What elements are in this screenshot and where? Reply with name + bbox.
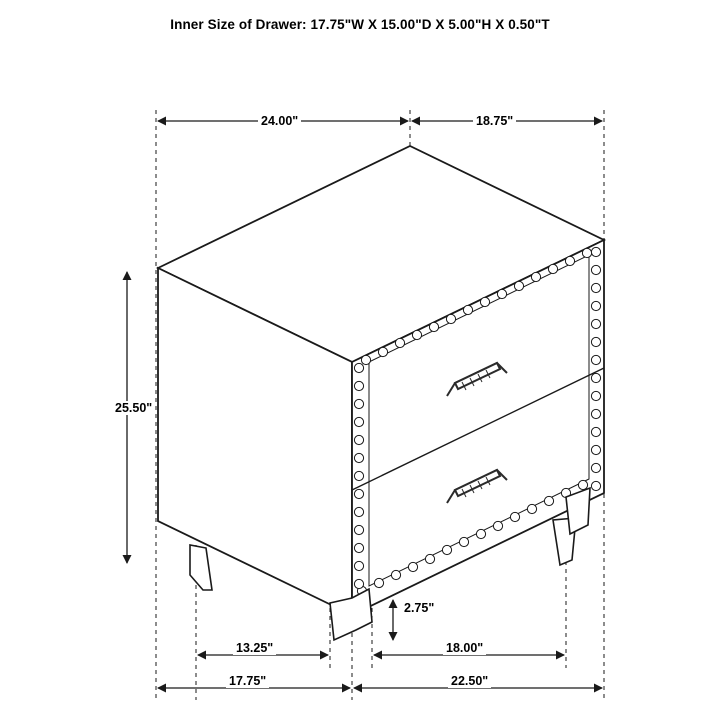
nightstand-illustration	[158, 146, 604, 640]
dimension-label-top-left: 24.00"	[258, 114, 301, 128]
dimension-label-top-right: 18.75"	[473, 114, 516, 128]
dimension-label-leg-height: 2.75"	[401, 601, 437, 615]
dimension-label-bottom-inner-right: 18.00"	[443, 641, 486, 655]
leg-front-right	[566, 488, 590, 534]
dimension-label-bottom-outer-right: 22.50"	[448, 674, 491, 688]
dimension-label-bottom-outer-left: 17.75"	[226, 674, 269, 688]
leg-rear-left	[190, 545, 212, 590]
dimension-label-height: 25.50"	[112, 401, 155, 415]
dimension-label-bottom-inner-left: 13.25"	[233, 641, 276, 655]
page-title: Inner Size of Drawer: 17.75"W X 15.00"D X 5.00"H X 0.50"T	[170, 17, 550, 32]
